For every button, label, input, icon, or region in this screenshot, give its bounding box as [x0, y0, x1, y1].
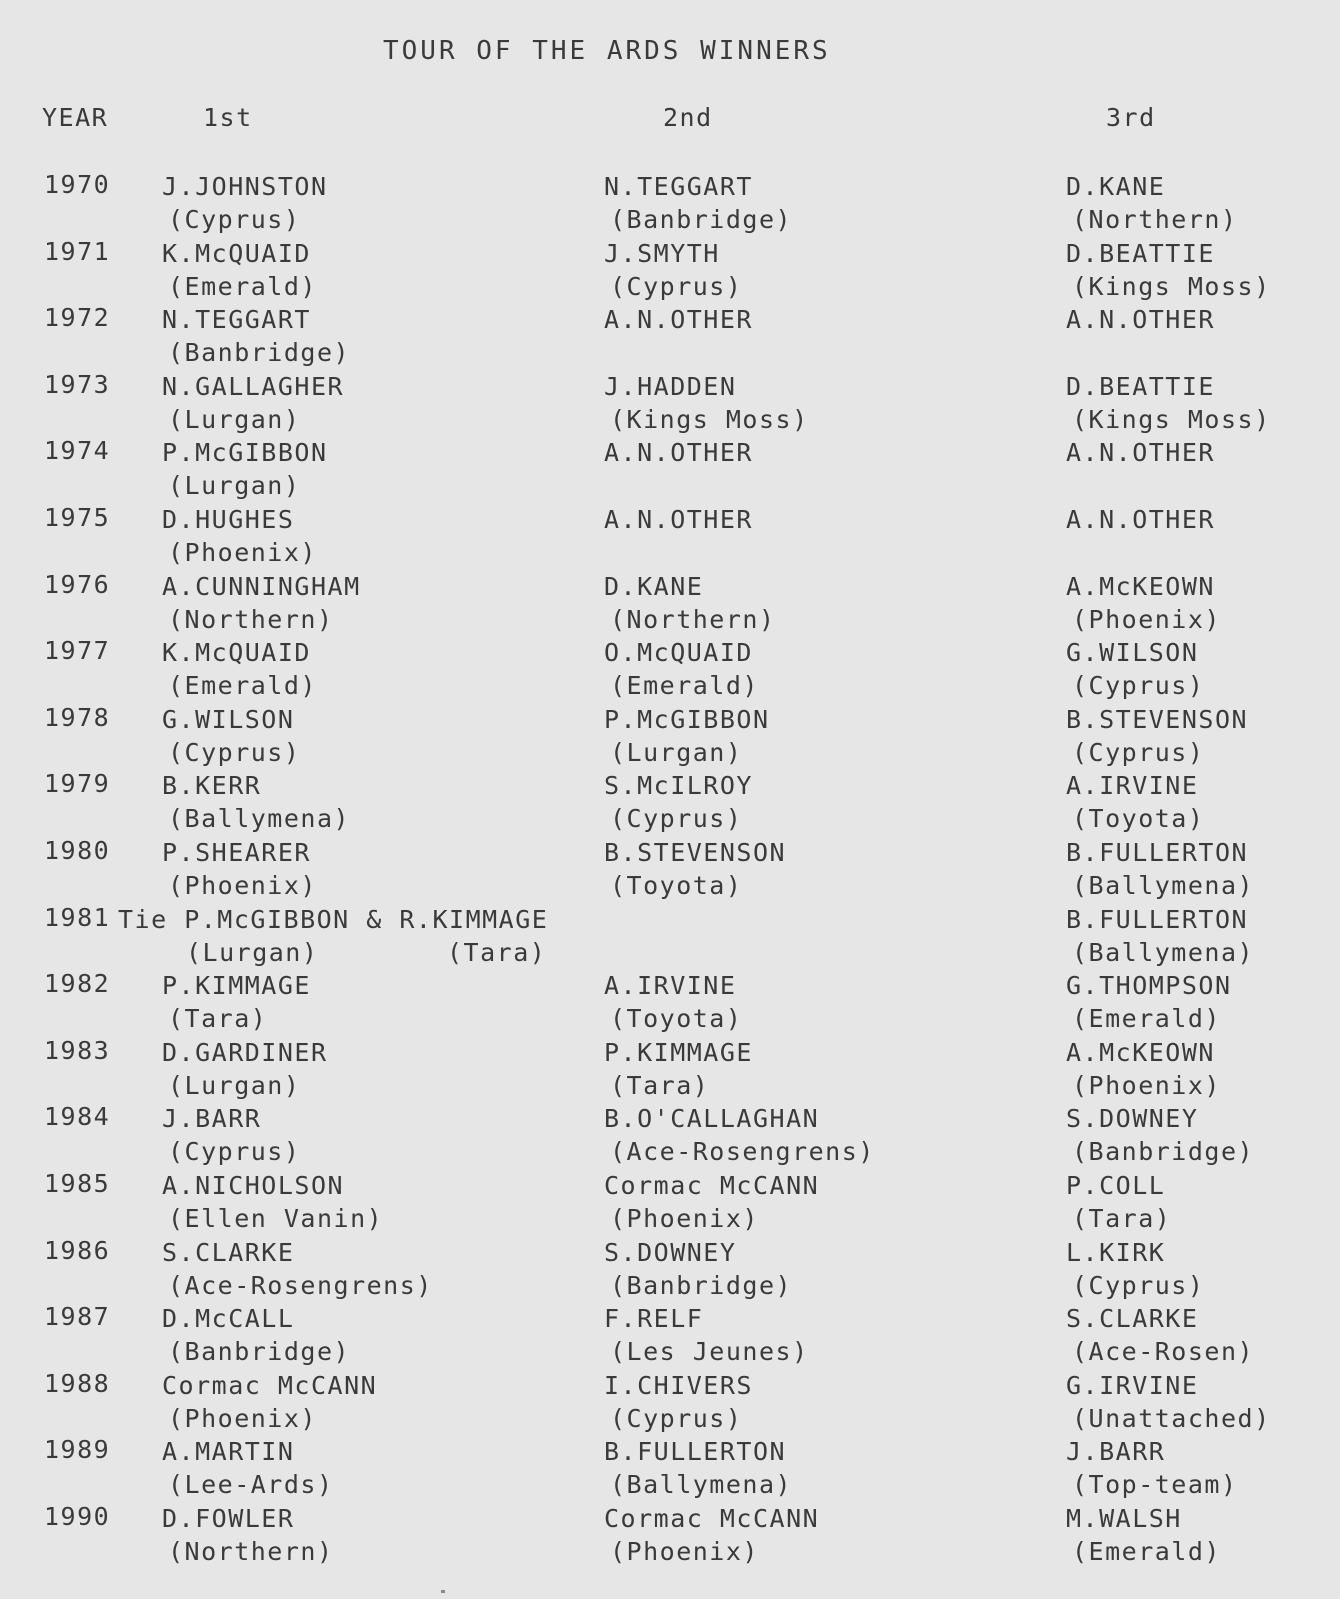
year-cell: 1979 [44, 769, 111, 799]
year-cell: 1981 [44, 902, 111, 932]
header-first: 1st [203, 103, 253, 132]
third-place-rider-name: B.FULLERTON [1066, 837, 1249, 867]
third-place-cell [1066, 503, 1215, 536]
second-place-rider-club: (Cyprus) [610, 804, 743, 834]
second-place-rider-name: B.O'CALLAGHAN [604, 1104, 820, 1134]
second-place-rider-club: (Phoenix) [610, 1536, 759, 1566]
first-place-cell [162, 503, 317, 569]
second-place-rider-name: Cormac McCANN [604, 1503, 820, 1533]
first-place-rider-club: (Northern) [168, 604, 334, 634]
first-place-cell [162, 636, 317, 702]
third-place-rider-club: (Banbridge) [1072, 1137, 1255, 1167]
table-row [0, 636, 1340, 703]
second-place-cell [604, 503, 753, 536]
year-cell: 1978 [44, 702, 111, 732]
third-place-cell [1066, 969, 1232, 1035]
first-place-cell [162, 1169, 383, 1235]
third-place-cell [1066, 570, 1221, 636]
second-place-cell [604, 636, 759, 702]
second-place-rider-club: (Phoenix) [610, 1203, 759, 1233]
table-row [0, 1036, 1340, 1103]
first-place-rider-name: A.MARTIN [162, 1437, 295, 1467]
year-cell: 1973 [44, 369, 111, 399]
first-place-cell [162, 570, 361, 636]
first-place-rider-name: P.McGIBBON [162, 438, 328, 468]
second-place-rider-name: I.CHIVERS [604, 1370, 753, 1400]
header-year: YEAR [42, 103, 109, 132]
first-place-rider-name: N.TEGGART [162, 305, 311, 335]
first-place-cell [162, 969, 311, 1035]
first-place-rider-club: (Ace-Rosengrens) [168, 1270, 433, 1300]
table-row [0, 1369, 1340, 1436]
year-cell: 1970 [44, 170, 111, 199]
second-place-rider-club: (Lurgan) [610, 737, 743, 767]
second-place-rider-club: (Cyprus) [610, 271, 743, 301]
second-place-rider-club: (Kings Moss) [610, 404, 809, 434]
third-place-rider-club: (Emerald) [1072, 1004, 1221, 1034]
first-place-rider-club: (Cyprus) [168, 1137, 301, 1167]
header-third: 3rd [1106, 103, 1156, 132]
first-place-rider-name: K.McQUAID [162, 238, 311, 268]
first-place-cell [162, 436, 328, 502]
table-row [0, 1435, 1340, 1502]
third-place-cell [1066, 1169, 1171, 1235]
paper-speck [441, 1590, 445, 1593]
second-place-rider-name: S.DOWNEY [604, 1237, 737, 1267]
third-place-rider-name: S.DOWNEY [1066, 1104, 1199, 1134]
third-place-rider-club: (Cyprus) [1072, 1270, 1205, 1300]
second-place-cell [604, 969, 742, 1035]
first-place-cell [162, 370, 344, 436]
first-place-rider-club: (Phoenix) [168, 1403, 317, 1433]
second-place-rider-club: (Cyprus) [610, 1403, 743, 1433]
tie-club-first: (Lurgan) [186, 937, 319, 967]
third-place-rider-club: (Ballymena) [1072, 937, 1255, 967]
third-place-rider-name: D.BEATTIE [1066, 371, 1215, 401]
third-place-rider-name: B.FULLERTON [1066, 904, 1249, 934]
first-place-cell [162, 237, 317, 303]
third-place-rider-name: P.COLL [1066, 1170, 1166, 1200]
first-place-rider-name: N.GALLAGHER [162, 371, 345, 401]
second-place-cell [604, 170, 792, 236]
third-place-rider-club: (Unattached) [1072, 1403, 1271, 1433]
year-cell: 1990 [44, 1501, 111, 1531]
first-place-rider-name: B.KERR [162, 771, 262, 801]
third-place-rider-club: (Kings Moss) [1072, 404, 1271, 434]
third-place-cell [1066, 237, 1271, 303]
first-place-cell [162, 1369, 377, 1435]
third-place-rider-name: L.KIRK [1066, 1237, 1166, 1267]
table-row [0, 1236, 1340, 1303]
tie-club-second: (Tara) [447, 937, 547, 967]
table-row [0, 370, 1340, 437]
first-place-rider-club: (Lee-Ards) [168, 1470, 334, 1500]
third-place-rider-club: (Toyota) [1072, 804, 1205, 834]
second-place-rider-club: (Northern) [610, 604, 776, 634]
first-place-rider-name: J.JOHNSTON [162, 172, 328, 201]
first-place-rider-name: D.HUGHES [162, 504, 295, 534]
year-cell: 1983 [44, 1035, 111, 1065]
first-place-rider-club: (Emerald) [168, 671, 317, 701]
second-place-cell [604, 237, 742, 303]
first-place-rider-name: D.GARDINER [162, 1037, 328, 1067]
second-place-rider-name: A.N.OTHER [604, 504, 753, 534]
third-place-cell [1066, 170, 1238, 236]
first-place-rider-club: (Banbridge) [168, 338, 351, 368]
first-place-rider-name: G.WILSON [162, 704, 295, 734]
third-place-cell [1066, 1435, 1238, 1501]
second-place-cell [604, 1435, 792, 1501]
second-place-cell [604, 436, 753, 469]
third-place-rider-name: J.BARR [1066, 1437, 1166, 1467]
second-place-cell [604, 303, 753, 336]
second-place-rider-club: (Ace-Rosengrens) [610, 1137, 875, 1167]
first-place-cell [162, 769, 350, 835]
second-place-rider-name: S.McILROY [604, 771, 753, 801]
third-place-cell [1066, 1036, 1221, 1102]
second-place-rider-name: P.KIMMAGE [604, 1037, 753, 1067]
third-place-rider-club: (Top-team) [1072, 1470, 1238, 1500]
table-row [0, 1169, 1340, 1236]
second-place-cell [604, 1102, 875, 1168]
first-place-rider-name: D.FOWLER [162, 1503, 295, 1533]
third-place-rider-club: (Cyprus) [1072, 671, 1205, 701]
second-place-rider-club: (Banbridge) [610, 1270, 793, 1300]
first-place-rider-club: (Ballymena) [168, 804, 351, 834]
first-place-cell [162, 1502, 334, 1568]
second-place-rider-name: B.FULLERTON [604, 1437, 787, 1467]
second-place-cell [604, 703, 770, 769]
third-place-cell [1066, 769, 1204, 835]
third-place-rider-name: M.WALSH [1066, 1503, 1182, 1533]
second-place-rider-name: P.McGIBBON [604, 704, 770, 734]
second-place-rider-club: (Toyota) [610, 870, 743, 900]
first-place-cell [162, 1036, 328, 1102]
table-row [0, 1302, 1340, 1369]
first-place-rider-name: A.CUNNINGHAM [162, 571, 361, 601]
year-cell: 1984 [44, 1102, 111, 1132]
table-row [0, 503, 1340, 570]
year-cell: 1976 [44, 569, 111, 599]
second-place-rider-club: (Emerald) [610, 671, 759, 701]
third-place-rider-name: G.WILSON [1066, 638, 1199, 668]
year-cell: 1982 [44, 969, 111, 999]
second-place-rider-club: (Toyota) [610, 1004, 743, 1034]
third-place-rider-name: A.McKEOWN [1066, 1037, 1215, 1067]
first-place-cell [162, 703, 300, 769]
table-row [0, 703, 1340, 770]
first-place-rider-name: P.SHEARER [162, 837, 311, 867]
second-place-cell [604, 1036, 753, 1102]
first-place-cell [162, 1435, 334, 1501]
first-place-rider-club: (Cyprus) [168, 205, 301, 234]
table-row [0, 237, 1340, 304]
third-place-rider-club: (Tara) [1072, 1203, 1172, 1233]
third-place-rider-name: G.THOMPSON [1066, 971, 1232, 1001]
year-cell: 1985 [44, 1168, 111, 1198]
third-place-rider-name: G.IRVINE [1066, 1370, 1199, 1400]
first-place-rider-club: (Lurgan) [168, 1070, 301, 1100]
table-row [0, 1502, 1340, 1569]
table-row [0, 836, 1340, 903]
first-place-cell [162, 170, 328, 236]
tie-line [118, 903, 548, 936]
winners-table [0, 170, 1340, 1568]
year-cell: 1988 [44, 1368, 111, 1398]
third-place-cell [1066, 1236, 1204, 1302]
third-place-rider-name: B.STEVENSON [1066, 704, 1249, 734]
third-place-rider-name: D.KANE [1066, 172, 1166, 201]
first-place-cell [162, 836, 317, 902]
second-place-cell [604, 1369, 753, 1435]
first-place-rider-club: (Lurgan) [168, 471, 301, 501]
first-place-rider-name: J.BARR [162, 1104, 262, 1134]
second-place-cell [604, 570, 776, 636]
first-place-cell [162, 1102, 300, 1168]
second-place-cell [604, 769, 753, 835]
third-place-rider-club: (Ace-Rosen) [1072, 1337, 1255, 1367]
second-place-rider-name: B.STEVENSON [604, 837, 787, 867]
table-row [0, 436, 1340, 503]
year-cell: 1972 [44, 303, 111, 333]
third-place-rider-club: (Phoenix) [1072, 604, 1221, 634]
second-place-rider-name: N.TEGGART [604, 172, 753, 201]
third-place-cell [1066, 703, 1248, 769]
second-place-rider-name: A.N.OTHER [604, 305, 753, 335]
third-place-rider-club: (Cyprus) [1072, 737, 1205, 767]
second-place-rider-name: J.HADDEN [604, 371, 737, 401]
third-place-cell [1066, 1502, 1221, 1568]
third-place-cell [1066, 436, 1215, 469]
second-place-rider-name: O.McQUAID [604, 638, 753, 668]
third-place-cell [1066, 1302, 1254, 1368]
second-place-rider-name: F.RELF [604, 1304, 704, 1334]
table-row [0, 969, 1340, 1036]
table-row [0, 903, 1340, 970]
second-place-cell [604, 1502, 819, 1568]
second-place-rider-club: (Les Jeunes) [610, 1337, 809, 1367]
third-place-rider-club: (Northern) [1072, 205, 1238, 234]
table-row [0, 1102, 1340, 1169]
first-place-rider-name: A.NICHOLSON [162, 1170, 345, 1200]
second-place-rider-name: A.N.OTHER [604, 438, 753, 468]
third-place-rider-club: (Emerald) [1072, 1536, 1221, 1566]
second-place-rider-name: Cormac McCANN [604, 1170, 820, 1200]
header-second: 2nd [663, 103, 713, 132]
year-cell: 1980 [44, 835, 111, 865]
first-place-rider-club: (Ellen Vanin) [168, 1203, 384, 1233]
tie-riders: Tie P.McGIBBON & R.KIMMAGE [118, 904, 549, 934]
first-place-rider-club: (Tara) [168, 1004, 268, 1034]
third-place-cell [1066, 903, 1254, 969]
table-row [0, 303, 1340, 370]
third-place-rider-club: (Ballymena) [1072, 870, 1255, 900]
third-place-cell [1066, 303, 1215, 336]
page-title: TOUR OF THE ARDS WINNERS [383, 36, 831, 66]
year-cell: 1986 [44, 1235, 111, 1265]
third-place-cell [1066, 636, 1204, 702]
second-place-cell [604, 370, 809, 436]
third-place-rider-name: A.McKEOWN [1066, 571, 1215, 601]
year-cell: 1975 [44, 502, 111, 532]
second-place-cell [604, 1236, 792, 1302]
first-place-cell [162, 1302, 350, 1368]
first-place-rider-name: Cormac McCANN [162, 1370, 378, 1400]
third-place-rider-name: A.N.OTHER [1066, 504, 1215, 534]
first-place-rider-club: (Lurgan) [168, 404, 301, 434]
second-place-rider-name: D.KANE [604, 571, 704, 601]
first-place-rider-club: (Phoenix) [168, 870, 317, 900]
year-cell: 1987 [44, 1302, 111, 1332]
third-place-rider-name: A.N.OTHER [1066, 305, 1215, 335]
first-place-rider-name: P.KIMMAGE [162, 971, 311, 1001]
table-row [0, 769, 1340, 836]
second-place-cell [604, 1302, 809, 1368]
year-cell: 1971 [44, 236, 111, 266]
first-place-rider-name: S.CLARKE [162, 1237, 295, 1267]
first-place-rider-club: (Emerald) [168, 271, 317, 301]
year-cell: 1974 [44, 436, 111, 466]
first-place-rider-name: K.McQUAID [162, 638, 311, 668]
first-place-cell [162, 303, 350, 369]
second-place-rider-club: (Tara) [610, 1070, 710, 1100]
second-place-rider-club: (Banbridge) [610, 205, 793, 234]
second-place-cell [604, 836, 786, 902]
table-row [0, 170, 1340, 237]
first-place-cell [162, 1236, 433, 1302]
first-place-rider-club: (Phoenix) [168, 537, 317, 567]
third-place-cell [1066, 370, 1271, 436]
second-place-rider-name: A.IRVINE [604, 971, 737, 1001]
third-place-cell [1066, 1102, 1254, 1168]
year-cell: 1977 [44, 636, 111, 666]
second-place-rider-club: (Ballymena) [610, 1470, 793, 1500]
first-place-rider-club: (Northern) [168, 1536, 334, 1566]
year-cell: 1989 [44, 1435, 111, 1465]
third-place-rider-club: (Phoenix) [1072, 1070, 1221, 1100]
third-place-rider-name: A.N.OTHER [1066, 438, 1215, 468]
third-place-rider-name: S.CLARKE [1066, 1304, 1199, 1334]
second-place-cell [604, 1169, 819, 1235]
third-place-cell [1066, 836, 1254, 902]
first-place-rider-club: (Banbridge) [168, 1337, 351, 1367]
third-place-rider-club: (Kings Moss) [1072, 271, 1271, 301]
second-place-rider-name: J.SMYTH [604, 238, 720, 268]
third-place-rider-name: A.IRVINE [1066, 771, 1199, 801]
first-place-rider-name: D.McCALL [162, 1304, 295, 1334]
third-place-rider-name: D.BEATTIE [1066, 238, 1215, 268]
first-place-rider-club: (Cyprus) [168, 737, 301, 767]
table-row [0, 570, 1340, 637]
third-place-cell [1066, 1369, 1271, 1435]
